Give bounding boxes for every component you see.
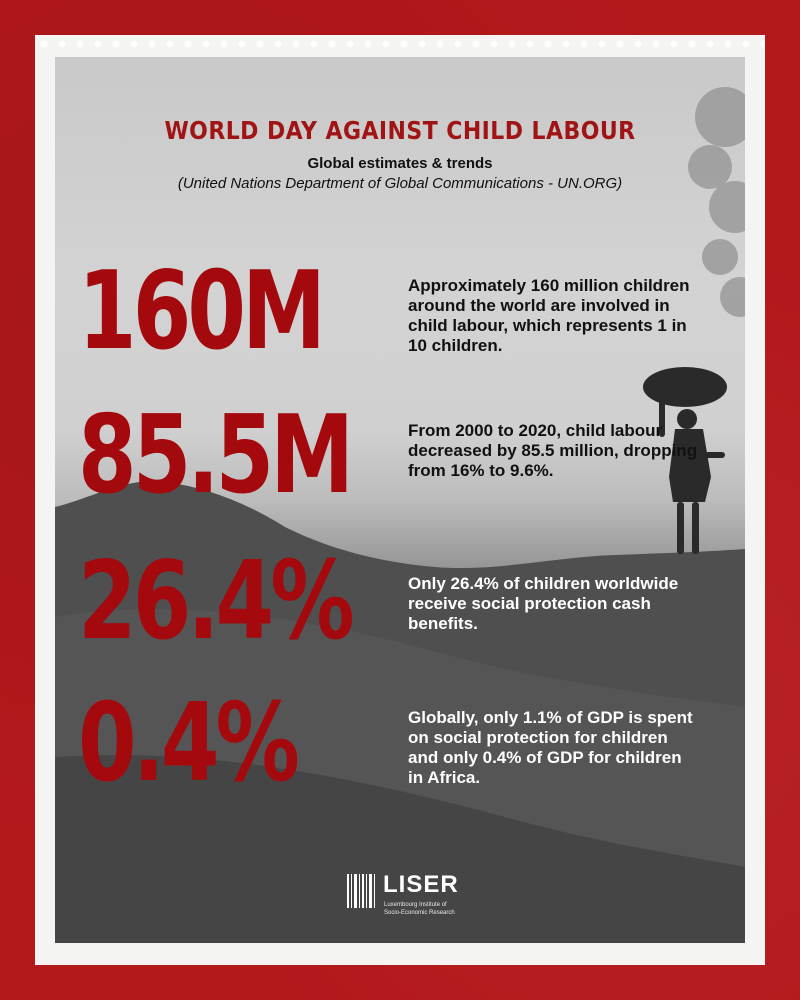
stat-description-0-4pct: Globally, only 1.1% of GDP is spent on social protection for children and only 0.4% of GDP for children in Africa. bbox=[408, 708, 693, 787]
page-title: WORLD DAY AGAINST CHILD LABOUR bbox=[164, 116, 636, 145]
stat-description-160m: Approximately 160 million children around the world are involved in child labour, which represents 1 in 10 children. bbox=[408, 276, 690, 355]
stat-value-160m: 160M bbox=[78, 249, 323, 374]
logo-name: LISER bbox=[383, 871, 459, 898]
logo-tagline-line-1: Luxembourg Institute of bbox=[384, 902, 447, 908]
logo-tagline-line-2: Socio-Economic Research bbox=[384, 910, 455, 916]
barcode-logo-icon bbox=[347, 874, 377, 908]
stat-description-26-4pct: Only 26.4% of children worldwide receive social protection cash benefits. bbox=[408, 574, 679, 633]
source-citation: (United Nations Department of Global Communications - UN.ORG) bbox=[177, 175, 623, 192]
stat-value-0-4pct: 0.4% bbox=[78, 681, 297, 806]
stat-value-26-4pct: 26.4% bbox=[78, 539, 351, 664]
stat-value-85-5m: 85.5M bbox=[78, 393, 351, 518]
stat-description-85-5m: From 2000 to 2020, child labour decreased by 85.5 million, dropping from 16% to 9.6%. bbox=[408, 421, 698, 480]
page-subtitle: Global estimates & trends bbox=[307, 155, 493, 172]
